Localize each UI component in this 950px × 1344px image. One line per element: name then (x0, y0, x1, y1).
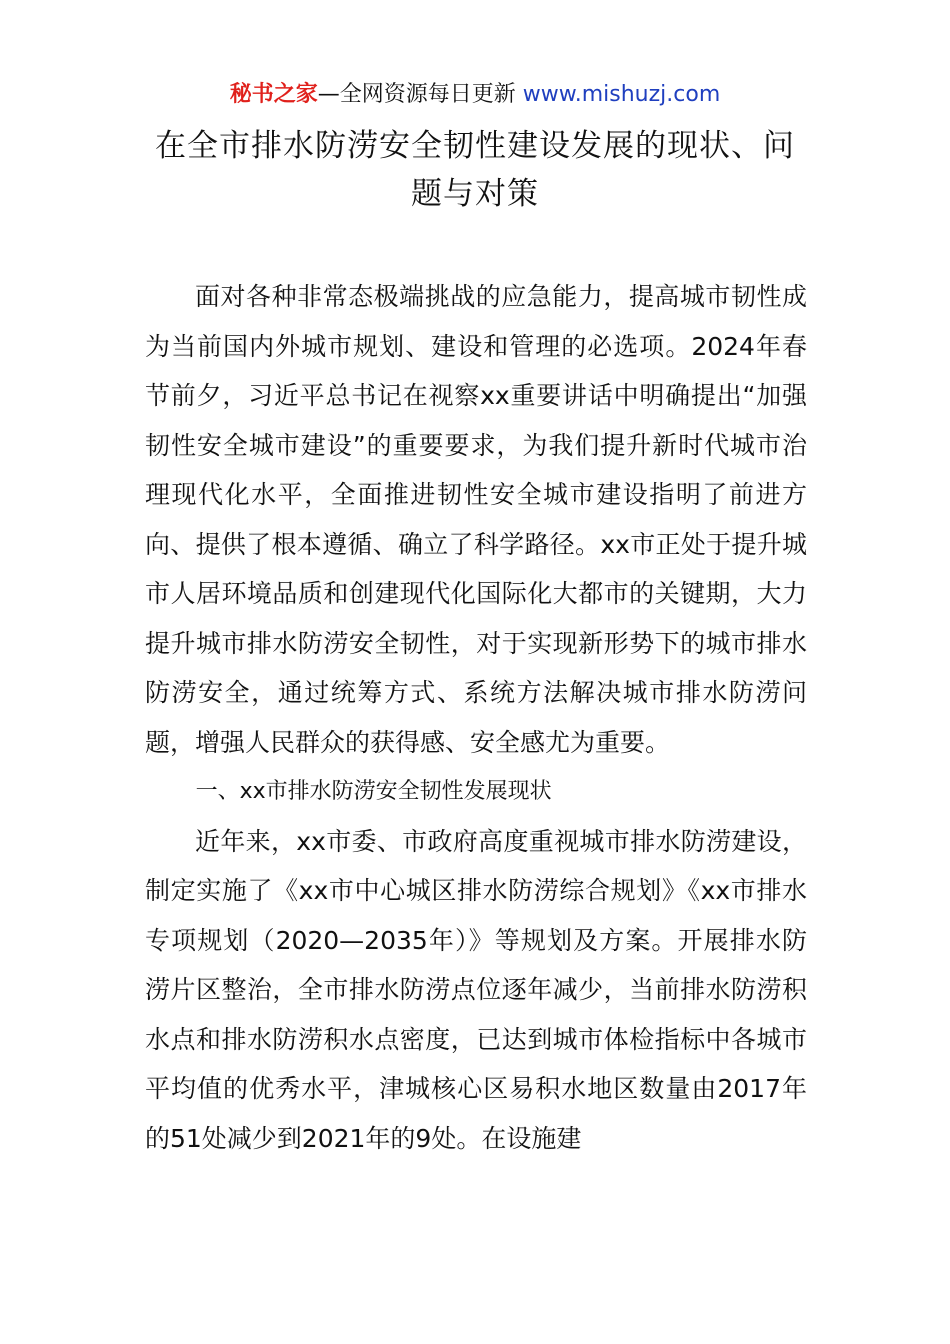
document-body (145, 272, 807, 1163)
section-heading: 一、xx市排水防涝安全韧性发展现状 (195, 779, 552, 804)
site-tagline: —全网资源每日更新 (317, 82, 523, 107)
site-header (0, 80, 950, 110)
site-url-link[interactable]: www.mishuzj.com (522, 82, 721, 107)
paragraph-current-status: 近年来，xx市委、市政府高度重视城市排水防涝建设，制定实施了《xx市中心城区排水防涝综合规划》《xx市排水专项规划（2020—2035年）》等规划及方案。开展排水防涝片区整治，全市排水防涝点位逐年减少，当前排水防涝积水点和排水防涝积水点密度，已达到城市体检指标中各城市平均值的优秀水平，津城核心区易积水地区数量由2017年的51处减少到2021年的9处。在设施建 (145, 826, 807, 1153)
document-title: 在全市排水防涝安全韧性建设发展的现状、问题与对策 (155, 128, 795, 212)
site-brand: 秘书之家 (229, 82, 318, 107)
paragraph-intro: 面对各种非常态极端挑战的应急能力，提高城市韧性成为当前国内外城市规划、建设和管理的必选项。2024年春节前夕，习近平总书记在视察xx重要讲话中明确提出“加强韧性安全城市建设”的重要要求，为我们提升新时代城市治理现代化水平，全面推进韧性安全城市建设指明了前进方向、提供了根本遵循、确立了科学路径。xx市正处于提升城市人居环境品质和创建现代化国际化大都市的关键期，大力提升城市排水防涝安全韧性，对于实现新形势下的城市排水防涝安全，通过统筹方式、系统方法解决城市排水防涝问题，增强人民群众的获得感、安全感尤为重要。 (145, 282, 807, 757)
